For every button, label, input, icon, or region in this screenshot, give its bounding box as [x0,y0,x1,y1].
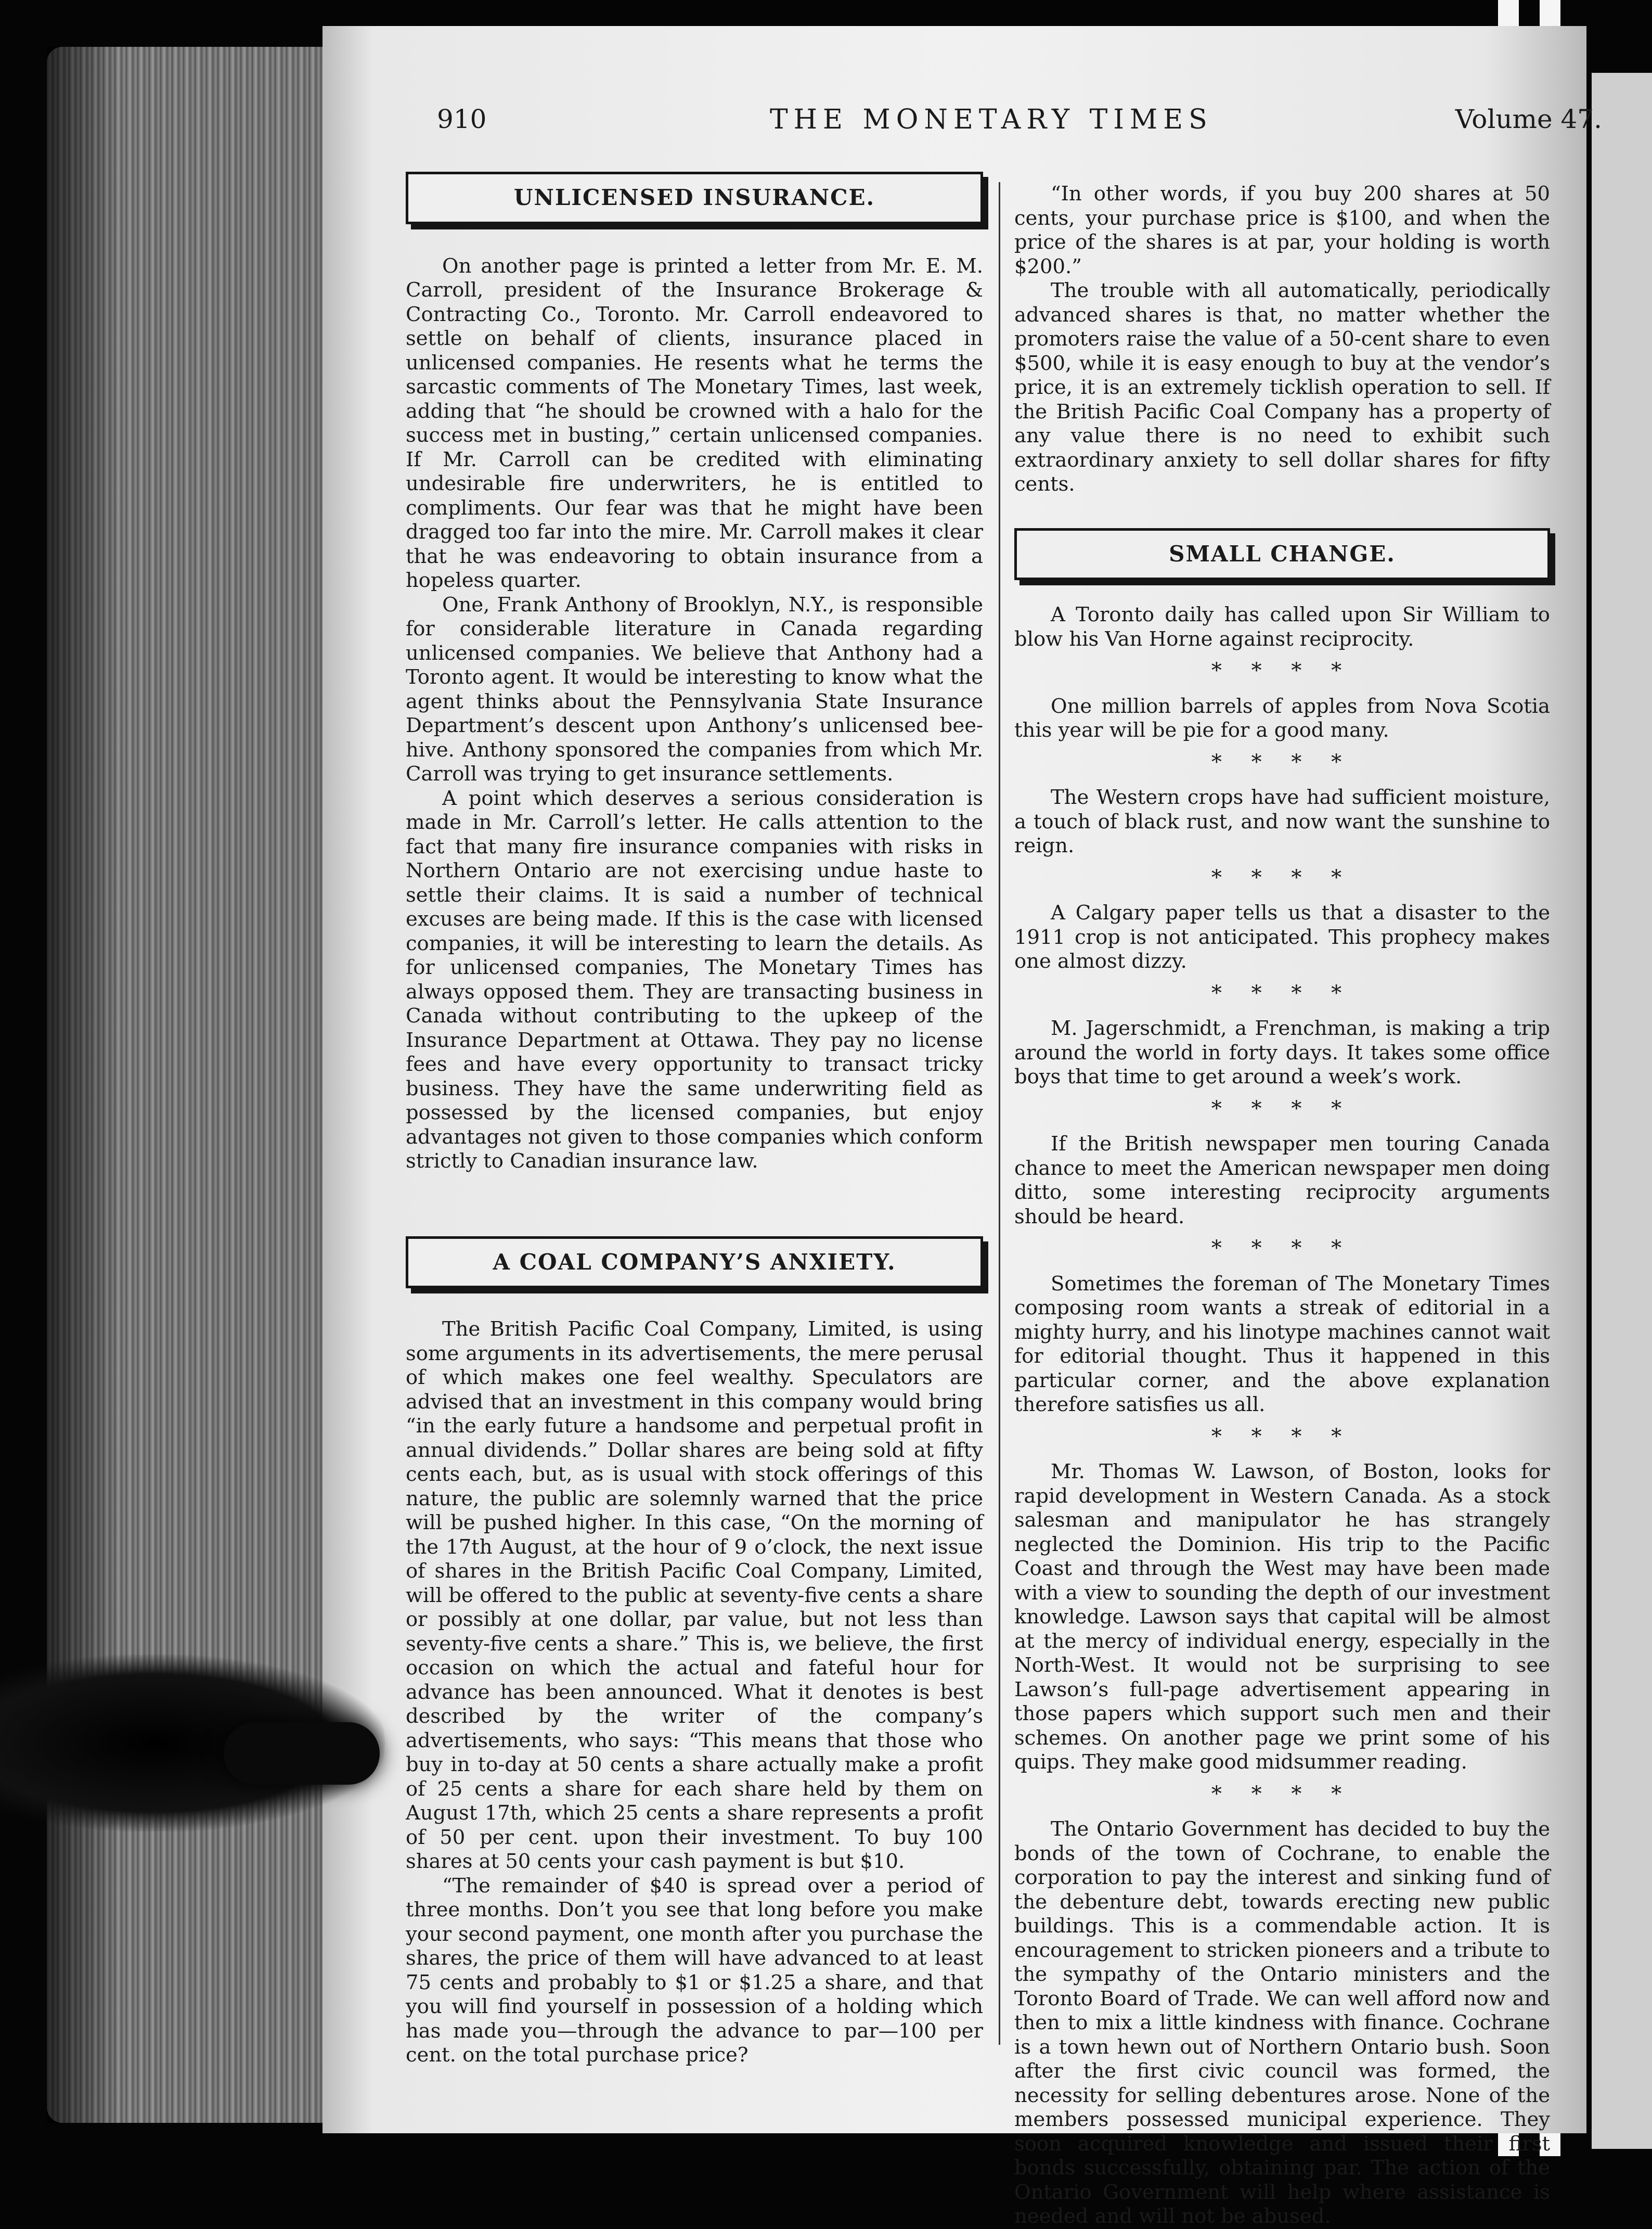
article-paragraph: On another page is printed a letter from Mr. E. M. Carroll, president of the Insurance Brokerage & Contracting Co., Toronto. Mr. Carroll endeavored to settle on behalf of clients, insurance placed in unlicensed companies. He resents what he terms the sarcastic comments of The Monetary Times, last week, adding that “he should be crowned with a halo for the success met in busting,” certain unlicensed companies. If Mr. Carroll can be credited with eliminating undesirable fire underwriters, he is entitled to compliments. Our fear was that he might have been dragged too far into the mire. Mr. Carroll makes it clear that he was endeavoring to obtain insurance from a hopeless quarter. [406,254,983,592]
small-change-item: One million barrels of apples from Nova Scotia this year will be pie for a good many. [1014,694,1550,742]
article-paragraph: “The remainder of $40 is spread over a period of three months. Don’t you see that long before you make your second payment, one month after you purchase the shares, the price of them will have advanced to at least 75 cents and probably to $1 or $1.25 a share, and that you will find yourself in possession of a holding which has made you—through the advance to par—100 per cent. on the total purchase price? [406,1874,983,2067]
small-change-item: The Ontario Government has decided to buy the bonds of the town of Cochrane, to enable the corporation to pay the interest and sinking fund of the debenture debt, towards erecting new public buildings. This is a commendable action. It is encouragement to stricken pioneers and a tribute to the sympathy of the Ontario ministers and the Toronto Board of Trade. We can well afford now and then to mix a little kindness with finance. Cochrane is a town hewn out of Northern Ontario bush. Soon after the first civic council was formed, the necessity for selling debentures arose. None of the members possessed municipal experience. They soon acquired knowledge and issued their first bonds successfully, obtaining par. The action of the Ontario Government will help where assistance is needed and will not be abused. [1014,1817,1550,2228]
right-column [1014,182,1550,2229]
article-heading-small-change: SMALL CHANGE. [1014,528,1550,581]
article-paragraph: “In other words, if you buy 200 shares at 50 cents, your purchase price is $100, and when the price of the shares is at par, your holding is worth $200.” [1014,182,1550,278]
separator-stars: * * * * [1211,659,1353,683]
small-change-item: Sometimes the foreman of The Monetary Times composing room wants a streak of editorial in a mighty hurry, and his linotype machines cannot wait for editorial thought. Thus it happened in this particular corner, and the above explanation therefore satisfies us all. [1014,1272,1550,1416]
article-paragraph: One, Frank Anthony of Brooklyn, N.Y., is responsible for considerable literature in Canada regarding unlicensed companies. We believe that Anthony had a Toronto agent. It would be interesting to know what the agent thinks about the Pennsylvania State Insurance Department’s descent upon Anthony’s unlicensed bee-hive. Anthony sponsored the companies from which Mr. Carroll was trying to get insurance settlements. [406,593,983,786]
small-change-item: A Toronto daily has called upon Sir William to blow his Van Horne against reciprocity. [1014,603,1550,651]
small-change-item: The Western crops have had sufficient moisture, a touch of black rust, and now want the sunshine to reign. [1014,786,1550,857]
separator-stars: * * * * [1211,1782,1353,1806]
separator-stars: * * * * [1211,981,1353,1005]
journal-title: THE MONETARY TIMES [770,104,1213,135]
separator-stars: * * * * [1211,865,1353,890]
small-change-item: Mr. Thomas W. Lawson, of Boston, looks for rapid development in Western Canada. As a stock salesman and manipulator he has strangely neglected the Dominion. His trip to the Pacific Coast and through the West may have been made with a view to sounding the depth of our investment knowledge. Lawson says that capital will be almost at the mercy of individual energy, especially in the North-West. It would not be surprising to see Lawson’s full-page advertisement appearing in those papers which support such men and their schemes. On another page we print some of his quips. They make good midsummer reading. [1014,1460,1550,1774]
finger-tip [224,1722,380,1785]
article-paragraph: The trouble with all automatically, periodically advanced shares is that, no matter whether the promoters raise the value of a 50-cent share to even $500, while it is easy enough to buy at the vendor’s price, it is an extremely ticklish operation to sell. If the British Pacific Coal Company has a property of any value there is no need to exhibit such extraordinary anxiety to sell dollar shares for fifty cents. [1014,279,1550,496]
separator-stars: * * * * [1211,1236,1353,1260]
small-change-item: If the British newspaper men touring Canada chance to meet the American newspaper men doing ditto, some interesting reciprocity arguments should be heard. [1014,1132,1550,1228]
page-number: 910 [437,104,487,134]
separator-stars: * * * * [1211,750,1353,774]
article-paragraph: A point which deserves a serious consideration is made in Mr. Carroll’s letter. He calls attention to the fact that many fire insurance companies with risks in Northern Ontario are not exercising undue haste to settle their claims. It is said a number of technical excuses are being made. If this is the case with licensed companies, it will be interesting to learn the details. As for unlicensed companies, The Monetary Times has always opposed them. They are transacting business in Canada without contributing to the upkeep of the Insurance Department at Ottawa. They pay no license fees and have every opportunity to transact tricky business. They have the same underwriting field as possessed by the licensed companies, but enjoy advantages not given to those companies which conform strictly to Canadian insurance law. [406,786,983,1173]
running-head [437,104,1602,161]
separator-stars: * * * * [1211,1424,1353,1449]
magazine-page [322,26,1602,2228]
separator-stars: * * * * [1211,1096,1353,1121]
small-change-item: M. Jagerschmidt, a Frenchman, is making a trip around the world in forty days. It takes some office boys that time to get around a week’s work. [1014,1017,1550,1088]
small-change-item: A Calgary paper tells us that a disaster to the 1911 crop is not anticipated. This prophecy makes one almost dizzy. [1014,901,1550,973]
volume-label: Volume 47. [1455,104,1602,134]
left-column [406,172,983,2068]
article-heading-coal-company: A COAL COMPANY’S ANXIETY. [406,1236,983,1289]
article-heading-unlicensed-insurance: UNLICENSED INSURANCE. [406,172,983,224]
adjacent-page-edge [1592,73,1652,2149]
column-rule [999,182,1000,2045]
article-paragraph: The British Pacific Coal Company, Limited, is using some arguments in its advertisements, the mere perusal of which makes one feel wealthy. Speculators are advised that an investment in this company would bring “in the early future a handsome and perpetual profit in annual dividends.” Dollar shares are being sold at fifty cents each, but, as is usual with stock offerings of this nature, the public are solemnly warned that the price will be pushed higher. In this case, “On the morning of the 17th August, at the hour of 9 o’clock, the next issue of shares in the British Pacific Coal Company, Limited, will be offered to the public at seventy-five cents a share or possibly at one dollar, par value, but not less than seventy-five cents a share.” This is, we believe, the first occasion on which the actual and fateful hour for advance has been announced. What it denotes is best described by the writer of the company’s advertisements, who says: “This means that those who buy in to-day at 50 cents a share actually make a profit of 25 cents a share for each share held by them on August 17th, which 25 cents a share represents a profit of 50 per cent. upon their investment. To buy 100 shares at 50 cents your cash payment is but $10. [406,1317,983,1873]
